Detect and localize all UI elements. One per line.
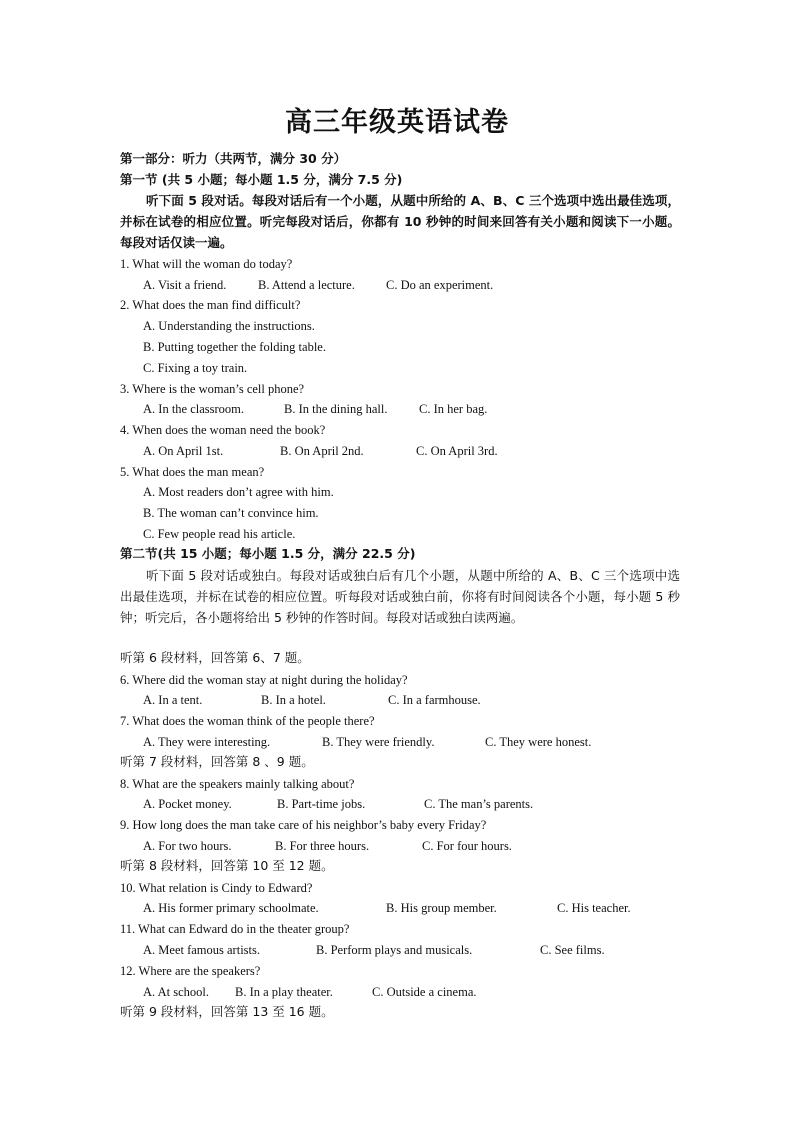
section1-heading: 第一节 (共 5 小题；每小题 1.5 分，满分 7.5 分): [120, 172, 403, 187]
option-b: B. Perform plays and musicals.: [316, 943, 473, 957]
option-c: C. Few people read his article.: [143, 527, 296, 541]
option-a: A. Most readers don’t agree with him.: [143, 485, 334, 499]
option-a: A. In a tent.: [143, 693, 203, 707]
option-b: B. His group member.: [386, 901, 497, 915]
options-row: [143, 837, 512, 855]
question-7: 7. What does the woman think of the people there?: [120, 714, 375, 728]
option-b: B. Attend a lecture.: [258, 278, 355, 292]
option-b: B. On April 2nd.: [280, 444, 364, 458]
option-a: A. His former primary schoolmate.: [143, 901, 319, 915]
question-4: 4. When does the woman need the book?: [120, 423, 326, 437]
options-row: [143, 941, 605, 959]
option-a: A. On April 1st.: [143, 444, 224, 458]
option-c: C. The man’s parents.: [424, 797, 534, 811]
options-row: [143, 400, 488, 418]
option-c: C. On April 3rd.: [416, 444, 498, 458]
option-a: A. Understanding the instructions.: [143, 319, 315, 333]
section2-instructions: 听下面 5 段对话或独白。每段对话或独白后有几个小题，从题中所给的 A、B、C 三个选项中选出最佳选项，并标在试卷的相应位置。听每段对话或独白前，你将有时间阅读各个小题，每小题 5 秒钟；听完后，各小题将给出 5 秒钟的作答时间。每段对话或独白读两遍。: [120, 568, 680, 625]
option-b: B. Part-time jobs.: [277, 797, 366, 811]
material-heading-6: 听第 6 段材料，回答第 6、7 题。: [120, 650, 310, 665]
option-b: B. For three hours.: [275, 839, 370, 853]
options-row: [143, 983, 477, 1001]
option-a: A. Pocket money.: [143, 797, 232, 811]
question-8: 8. What are the speakers mainly talking about?: [120, 777, 355, 791]
option-b: B. In a play theater.: [235, 985, 333, 999]
option-c: C. In her bag.: [419, 402, 488, 416]
option-b: B. In a hotel.: [261, 693, 326, 707]
question-10: 10. What relation is Cindy to Edward?: [120, 881, 313, 895]
option-c: C. They were honest.: [485, 735, 592, 749]
options-row: [143, 276, 494, 294]
question-3: 3. Where is the woman’s cell phone?: [120, 382, 305, 396]
option-c: C. Fixing a toy train.: [143, 361, 248, 375]
option-a: A. Meet famous artists.: [143, 943, 260, 957]
option-b: B. The woman can’t convince him.: [143, 506, 319, 520]
page-title: 高三年级英语试卷: [285, 107, 509, 138]
options-row: [143, 795, 534, 813]
options-row: [143, 733, 592, 751]
part-heading: 第一部分：听力（共两节，满分 30 分）: [120, 151, 347, 166]
material-heading-9: 听第 9 段材料，回答第 13 至 16 题。: [120, 1004, 334, 1019]
option-b: B. They were friendly.: [322, 735, 435, 749]
option-a: A. Visit a friend.: [143, 278, 227, 292]
question-5: 5. What does the man mean?: [120, 465, 265, 479]
material-heading-8: 听第 8 段材料，回答第 10 至 12 题。: [120, 858, 334, 873]
option-c: C. Outside a cinema.: [372, 985, 477, 999]
option-a: A. In the classroom.: [143, 402, 245, 416]
section1-instructions: 听下面 5 段对话。每段对话后有一个小题，从题中所给的 A、B、C 三个选项中选出最佳选项，并标在试卷的相应位置。听完每段对话后，你都有 10 秒钟的时间来回答有关小题和阅读下一小题。每段对话仅读一遍。: [120, 193, 680, 250]
option-c: C. Do an experiment.: [386, 278, 494, 292]
option-c: C. His teacher.: [557, 901, 631, 915]
question-2: 2. What does the man find difficult?: [120, 298, 301, 312]
question-12: 12. Where are the speakers?: [120, 964, 261, 978]
option-c: C. See films.: [540, 943, 605, 957]
option-b: B. In the dining hall.: [284, 402, 388, 416]
options-row: [143, 691, 481, 709]
question-9: 9. How long does the man take care of his neighbor’s baby every Friday?: [120, 818, 487, 832]
question-11: 11. What can Edward do in the theater group?: [120, 922, 350, 936]
section2-heading: 第二节(共 15 小题；每小题 1.5 分，满分 22.5 分): [120, 546, 416, 561]
option-b: B. Putting together the folding table.: [143, 340, 326, 354]
material-heading-7: 听第 7 段材料，回答第 8 、9 题。: [120, 754, 314, 769]
question-6: 6. Where did the woman stay at night during the holiday?: [120, 673, 408, 687]
option-c: C. For four hours.: [422, 839, 512, 853]
option-a: A. At school.: [143, 985, 209, 999]
option-a: A. For two hours.: [143, 839, 232, 853]
options-row: [143, 899, 631, 917]
option-a: A. They were interesting.: [143, 735, 271, 749]
question-1: 1. What will the woman do today?: [120, 257, 293, 271]
option-c: C. In a farmhouse.: [388, 693, 481, 707]
options-row: [143, 442, 498, 460]
